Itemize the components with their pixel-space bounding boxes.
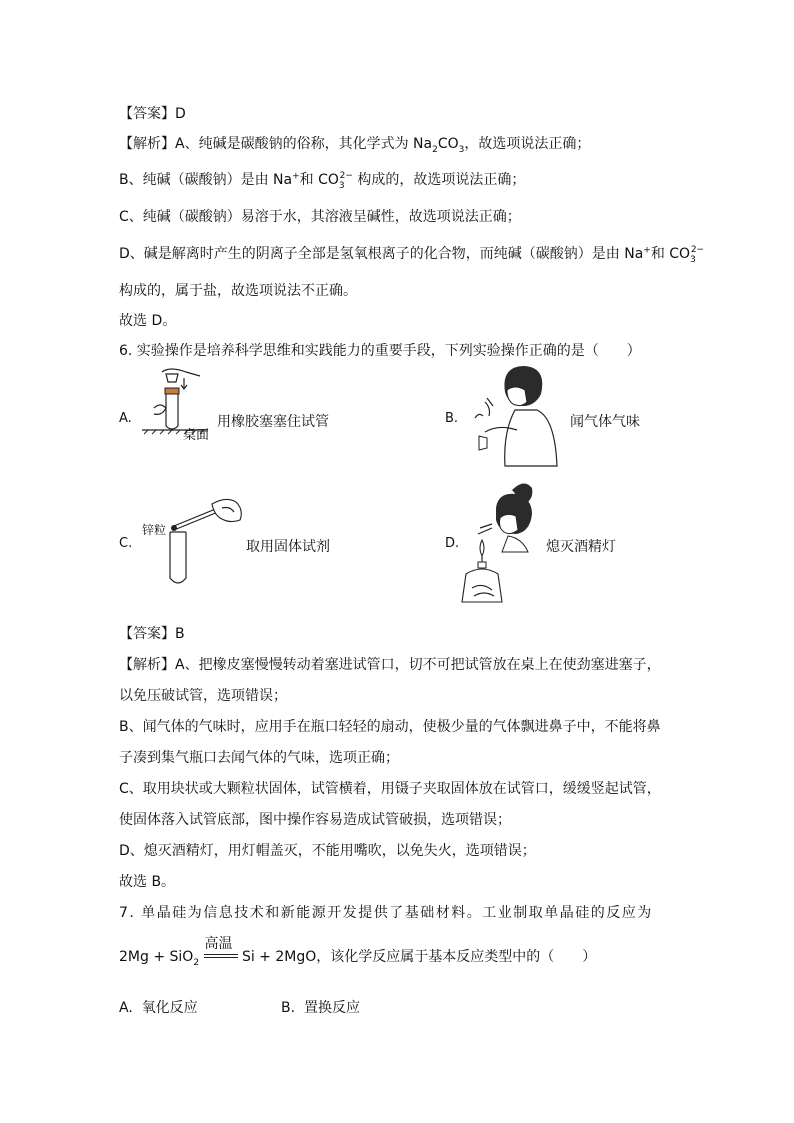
q5-choose: 故选 D。 (119, 313, 177, 329)
q7-equation: 2Mg + SiO$_2$ 高温 Si + 2MgO，该化学反应属于基本反应类型中的（ ） (119, 936, 597, 968)
q6-analysis-line-3: B、闻气体的气味时，应用手在瓶口轻轻的扇动，使极少量的气体飘进鼻子中，不能将鼻 (119, 719, 661, 735)
q6-option-a-letter: A. (119, 411, 132, 426)
q6-option-d-caption: 熄灭酒精灯 (546, 539, 616, 555)
q7-equation-tail: ，该化学反应属于基本反应类型中的（ ） (316, 949, 597, 965)
q6-option-a-caption: 用橡胶塞塞住试管 (217, 414, 329, 430)
q6-stem: 6. 实验操作是培养科学思维和实践能力的重要手段，下列实验操作正确的是（ ） (119, 343, 641, 359)
q7-option-a: A. 氧化反应 (119, 1000, 198, 1016)
q6-option-b-caption: 闻气体气味 (570, 414, 640, 430)
q6-option-b-letter: B. (445, 411, 459, 426)
q7-reaction-condition: 高温 (204, 936, 233, 952)
q5-analysis-c: C、纯碱（碳酸钠）易溶于水，其溶液呈碱性，故选项说法正确； (119, 209, 521, 225)
q6-analysis-line-1: 【解析】A、把橡皮塞慢慢转动着塞进试管口，切不可把试管放在桌上在使劲塞进塞子， (119, 657, 661, 673)
q6-analysis-line-7: D、熄灭酒精灯，用灯帽盖灭，不能用嘴吹，以免失火，选项错误； (119, 843, 536, 859)
q7-equation-right: Si + 2MgO (241, 949, 317, 965)
q6-choose: 故选 B。 (119, 874, 176, 890)
q6-option-c-illustration (160, 492, 246, 588)
q5-analysis-b: B、纯碱（碳酸钠）是由 Na+和 $CO_3^{2-}$ 构成的，故选项说法正确； (119, 171, 526, 191)
q6-answer: 【答案】B (119, 626, 185, 642)
q6-option-b-illustration (475, 362, 567, 468)
q6-option-d-letter: D. (445, 536, 460, 551)
q5-analysis-d: D、碱是解离时产生的阴离子全部是氢氧根离子的化合物，而纯碱（碳酸钠）是由 Na+和 $CO_3^{2-}$ (119, 245, 705, 265)
q6-option-c-letter: C. (119, 536, 133, 551)
q5-analysis-d-cont: 构成的，属于盐，故选项说法不正确。 (119, 283, 357, 299)
q5-answer: 【答案】D (119, 106, 186, 122)
q6-analysis-line-5: C、取用块状或大颗粒状固体，试管横着，用镊子夹取固体放在试管口，缓缓竖起试管， (119, 781, 661, 797)
q7-option-b: B. 置换反应 (281, 1000, 360, 1016)
q6-analysis-line-4: 子凑到集气瓶口去闻气体的气味，选项正确； (119, 750, 399, 766)
q5-analysis-a: 【解析】A、纯碱是碳酸钠的俗称，其化学式为 $Na_2CO_3$，故选项说法正确； (119, 136, 591, 155)
q6-analysis-line-6: 使固体落入试管底部，图中操作容易造成试管破损，选项错误； (119, 812, 511, 828)
q6-option-d-illustration (462, 478, 546, 606)
q7-reaction-arrow (204, 936, 238, 967)
q6-option-a-inner-label: 桌面 (183, 428, 210, 443)
q6-analysis-line-2: 以免压破试管，选项错误； (119, 688, 287, 704)
q7-equation-left: 2Mg + SiO (119, 949, 194, 965)
q6-option-c-inner-label: 锌粒 (142, 523, 167, 537)
q7-stem: 7. 单晶硅为信息技术和新能源开发提供了基础材料。工业制取单晶硅的反应为 (119, 905, 653, 921)
q6-option-c-caption: 取用固体试剂 (246, 539, 330, 555)
